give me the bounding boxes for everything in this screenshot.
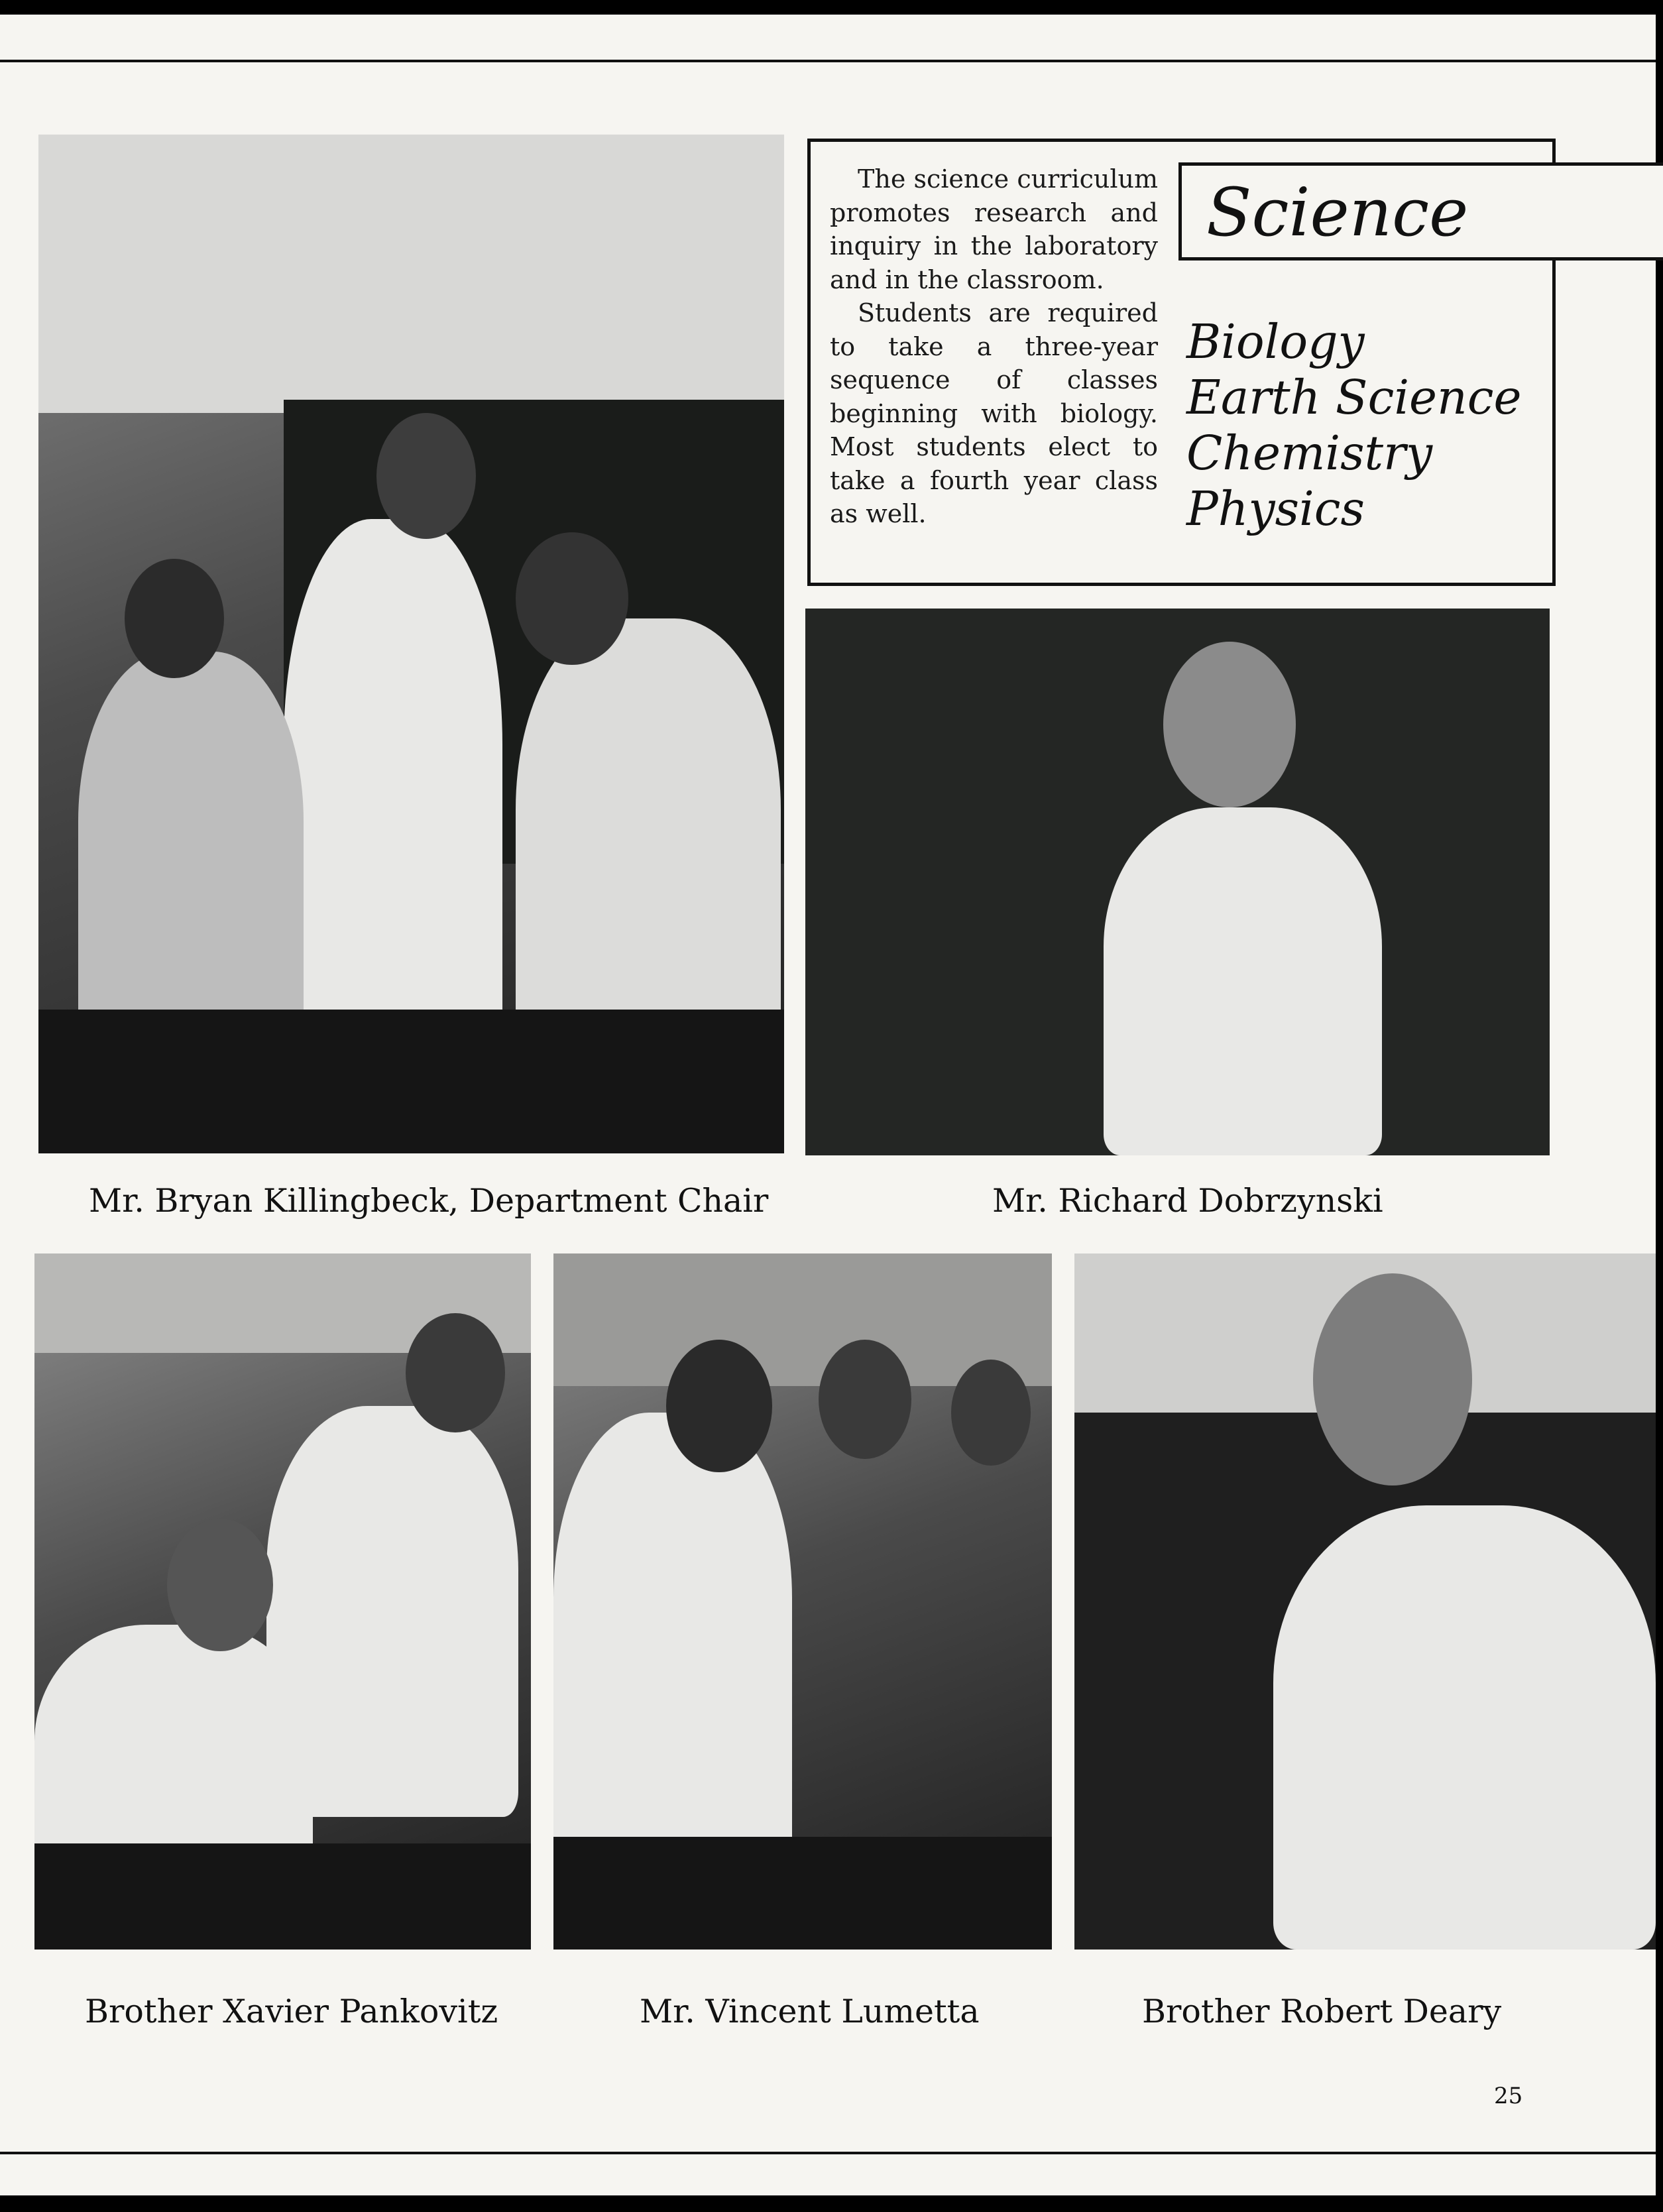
photo-lumetta	[553, 1253, 1052, 1950]
subject-item: Physics	[1186, 481, 1365, 536]
caption-photo-5: Brother Robert Deary	[1142, 1993, 1502, 2030]
top-rule	[0, 60, 1656, 62]
photo-deary	[1074, 1253, 1656, 1950]
caption-photo-1: Mr. Bryan Killingbeck, Department Chair	[89, 1182, 769, 1220]
subject-list	[1186, 314, 1522, 537]
page-title: Science	[1206, 174, 1469, 251]
caption-photo-2: Mr. Richard Dobrzynski	[992, 1182, 1383, 1220]
subject-item: Earth Science	[1186, 370, 1522, 425]
bottom-rule	[0, 2152, 1656, 2154]
subject-item: Chemistry	[1186, 426, 1433, 481]
intro-text	[830, 162, 1158, 531]
caption-photo-3: Brother Xavier Pankovitz	[85, 1993, 498, 2030]
subject-item: Biology	[1186, 314, 1365, 369]
page-number: 25	[1494, 2083, 1523, 2109]
caption-photo-4: Mr. Vincent Lumetta	[640, 1993, 980, 2030]
photo-dobrzynski	[805, 609, 1550, 1155]
intro-paragraph-1: The science curriculum promotes research and inquiry in the laboratory and in the classroom.	[830, 164, 1158, 294]
intro-paragraph-2: Students are required to take a three-year sequence of classes beginning with biology. Most students elect to take a fourth year class as well.	[830, 298, 1158, 528]
photo-pankovitz	[34, 1253, 531, 1950]
photo-killingbeck	[38, 135, 784, 1153]
